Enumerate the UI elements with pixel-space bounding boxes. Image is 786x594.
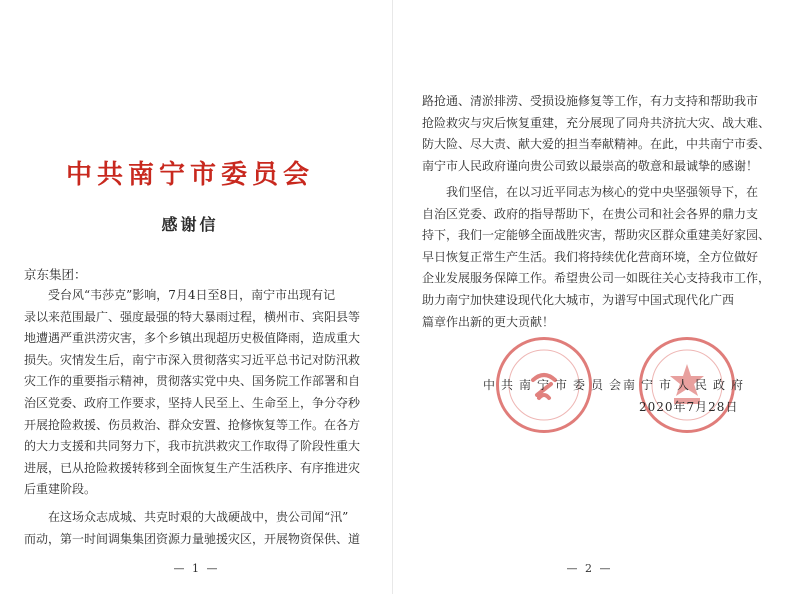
text-line: 路抢通、清淤排涝、受损设施修复等工作，有力支持和帮助我市 <box>422 94 759 108</box>
signature-government: 南宁市人民政府 <box>623 378 750 392</box>
text-line: 后重建阶段。 <box>24 482 97 497</box>
page-number: — 1 — <box>173 562 220 575</box>
text-line: 抢险救灾与灾后恢复重建，充分展现了同舟共济抗大灾、战大难、 <box>422 115 771 130</box>
text-line: 损失。灾情发生后，南宁市深入贯彻落实习近平总书记对防汛救 <box>24 352 361 367</box>
text-line: 的大力支援和共同努力下，我市抗洪救灾工作取得了阶段性重大 <box>24 439 361 454</box>
text-line: 早日恢复正常生产生活。我们将持续优化营商环境，全方位做好 <box>422 249 759 264</box>
text-line: 录以来范围最广、强度最强的特大暴雨过程，横州市、宾阳县等 <box>24 309 361 324</box>
text-line: 南宁市人民政府谨向贵公司致以最崇高的敬意和最诚挚的感谢！ <box>422 158 759 173</box>
signature-party-committee: 中共南宁市委员会 <box>483 378 628 392</box>
document-page-2 <box>393 0 786 594</box>
text-line: 篇章作出新的更大贡献！ <box>422 314 555 329</box>
text-line: 受台风“韦莎克”影响，7月4日至8日，南宁市出现有记 <box>24 288 336 302</box>
body-paragraph-3 <box>422 91 770 177</box>
text-line: 在这场众志成城、共克时艰的大战硬战中，贵公司闻“汛” <box>24 510 349 524</box>
signing-date: 2020年7月28日 <box>639 400 739 414</box>
letter-title: 感谢信 <box>161 215 219 234</box>
page-number: — 2 — <box>566 562 613 575</box>
salutation: 京东集团： <box>24 267 87 282</box>
body-paragraph-2 <box>24 507 360 550</box>
text-line: 灾工作的重要指示精神，贯彻落实党中央、国务院工作部署和自 <box>24 374 361 389</box>
text-line: 治区党委、政府工作要求，坚持人民至上、生命至上，争分夺秒 <box>24 395 361 410</box>
text-line: 我们坚信，在以习近平同志为核心的党中央坚强领导下，在 <box>422 185 759 199</box>
body-paragraph-1 <box>24 285 360 501</box>
text-line: 企业发展服务保障工作。希望贵公司一如既往关心支持我市工作， <box>422 271 771 286</box>
text-line: 防大险、尽大责、献大爱的担当奉献精神。在此，中共南宁市委、 <box>422 137 771 152</box>
organization-title: 中共南宁市委员会 <box>65 160 314 190</box>
text-line: 自治区党委、政府的指导帮助下，在贵公司和社会各界的鼎力支 <box>422 206 759 221</box>
text-line: 而动，第一时间调集集团资源力量驰援灾区，开展物资保供、道 <box>24 531 361 546</box>
text-line: 持下，我们一定能够全面战胜灾害，帮助灾区群众重建美好家园、 <box>422 228 771 243</box>
text-line: 进展，已从抢险救援转移到全面恢复生产生活秩序、有序推进灾 <box>24 460 361 475</box>
text-line: 开展抢险救援、伤员救治、群众安置、抢修恢复等工作。在各方 <box>24 417 361 432</box>
text-line: 地遭遇严重洪涝灾害，多个乡镇出现超历史极值降雨，造成重大 <box>24 331 361 346</box>
text-line: 助力南宁加快建设现代化大城市，为谱写中国式现代化广西 <box>422 292 735 307</box>
body-paragraph-4 <box>422 182 770 333</box>
